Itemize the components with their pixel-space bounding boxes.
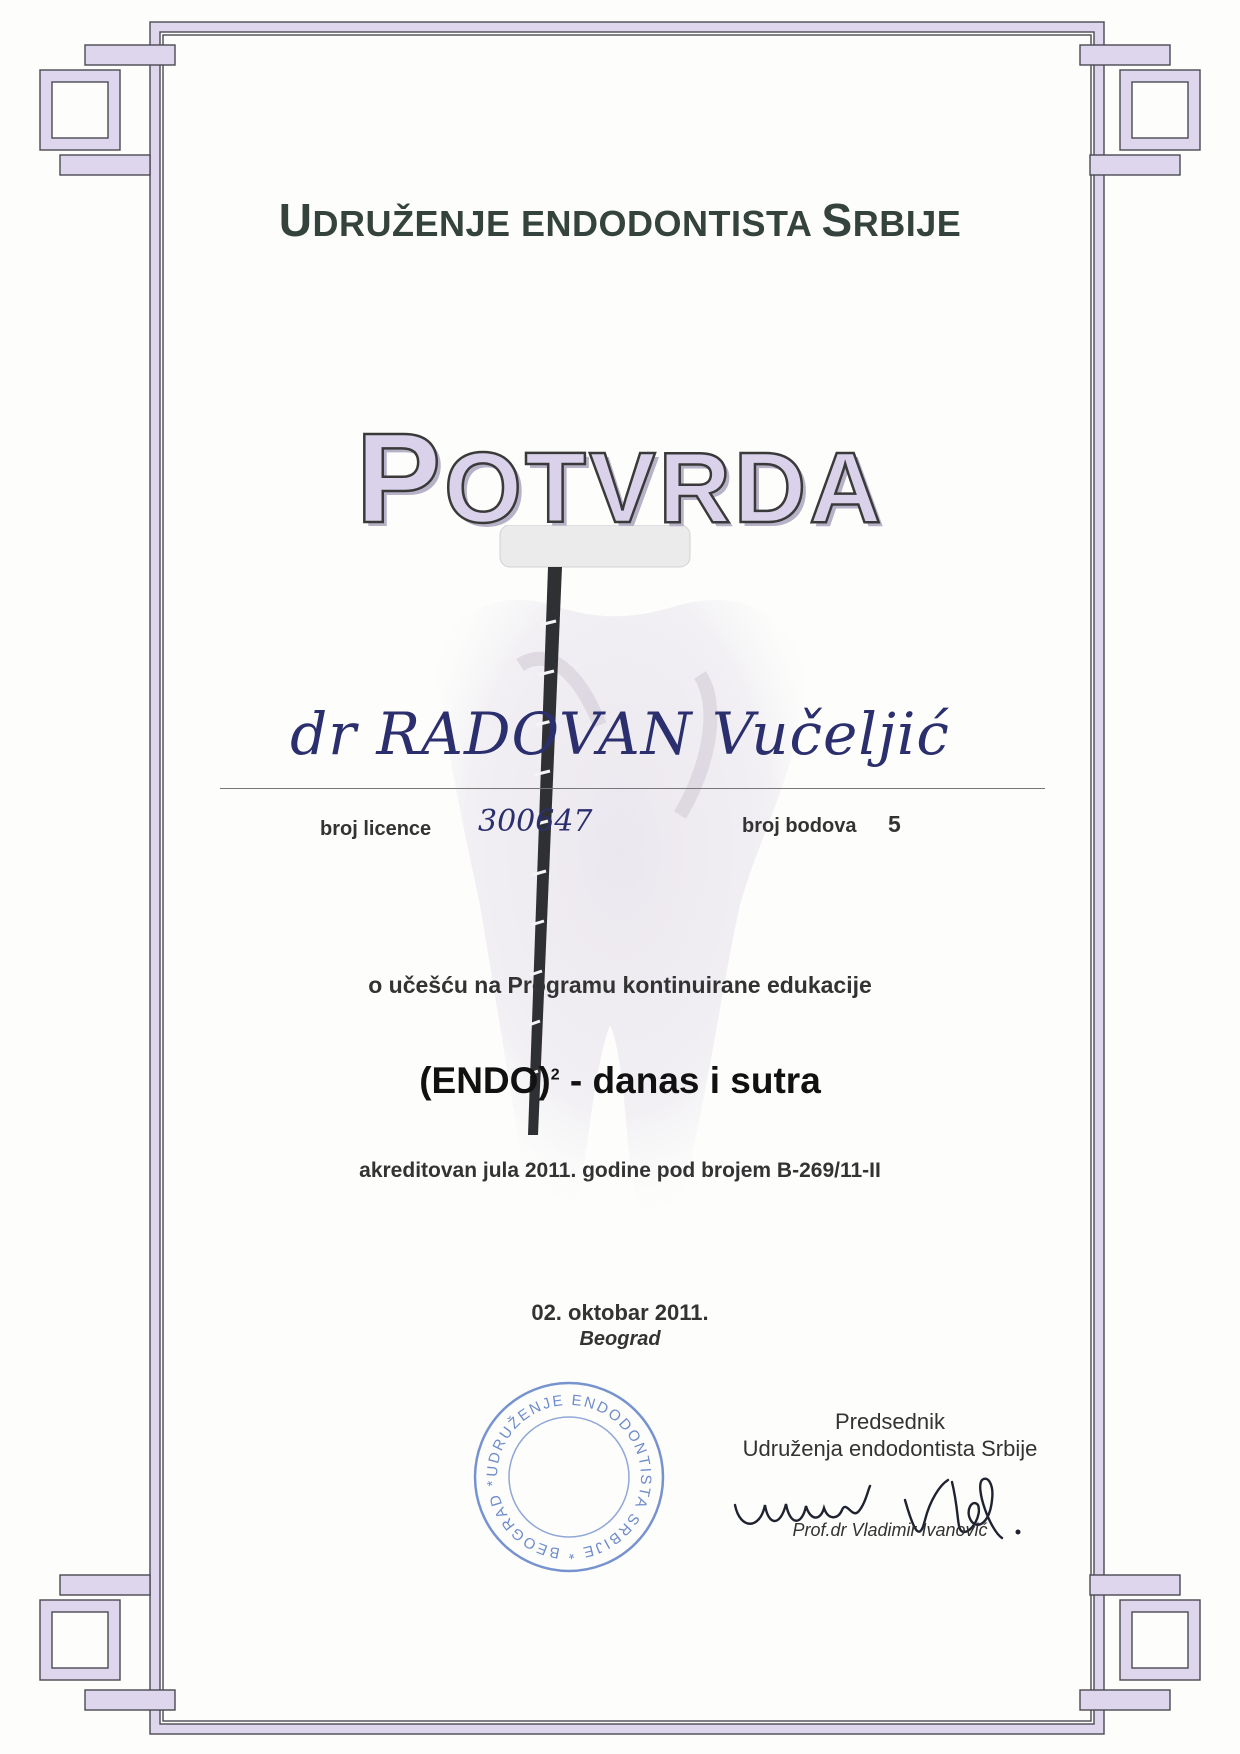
program-name-suffix: - danas i sutra [559, 1060, 821, 1101]
issue-city: Beograd [579, 1328, 661, 1350]
license-number-handwritten: 300647 [478, 804, 593, 839]
document-title: POTVRDA [355, 407, 885, 550]
stamp-text: UDRUŽENJE ENDODONTISTA SRBIJE * BEOGRAD * [483, 1391, 655, 1563]
signatory-name: Prof.dr Vladimir Ivanović [792, 1520, 988, 1540]
accreditation-text: akreditovan jula 2011. godine pod brojem B-269/11-II [359, 1159, 881, 1182]
official-stamp-image [470, 1378, 668, 1576]
tooth-watermark-image [380, 525, 880, 1265]
program-name-superscript: 2 [550, 1066, 560, 1084]
issue-date: 02. oktobar 2011. [531, 1300, 709, 1325]
name-underline [220, 788, 1045, 789]
points-label: broj bodova [742, 815, 857, 837]
participation-text: o učešću na Programu kontinuirane edukacije [368, 972, 872, 998]
signatory-role-line-2: Udruženja endodontista Srbije [742, 1436, 1038, 1461]
license-label: broj licence [320, 818, 432, 840]
points-value: 5 [888, 811, 901, 837]
program-name-main: (ENDO) [419, 1060, 551, 1101]
signatory-role-line-1: Predsednik [834, 1409, 946, 1434]
program-name [0, 1060, 1240, 1102]
recipient-name-handwritten: dr RADOVAN Vučeljić [290, 700, 950, 768]
organization-title: UDRUŽENJE ENDODONTISTA SRBIJE [278, 194, 962, 246]
